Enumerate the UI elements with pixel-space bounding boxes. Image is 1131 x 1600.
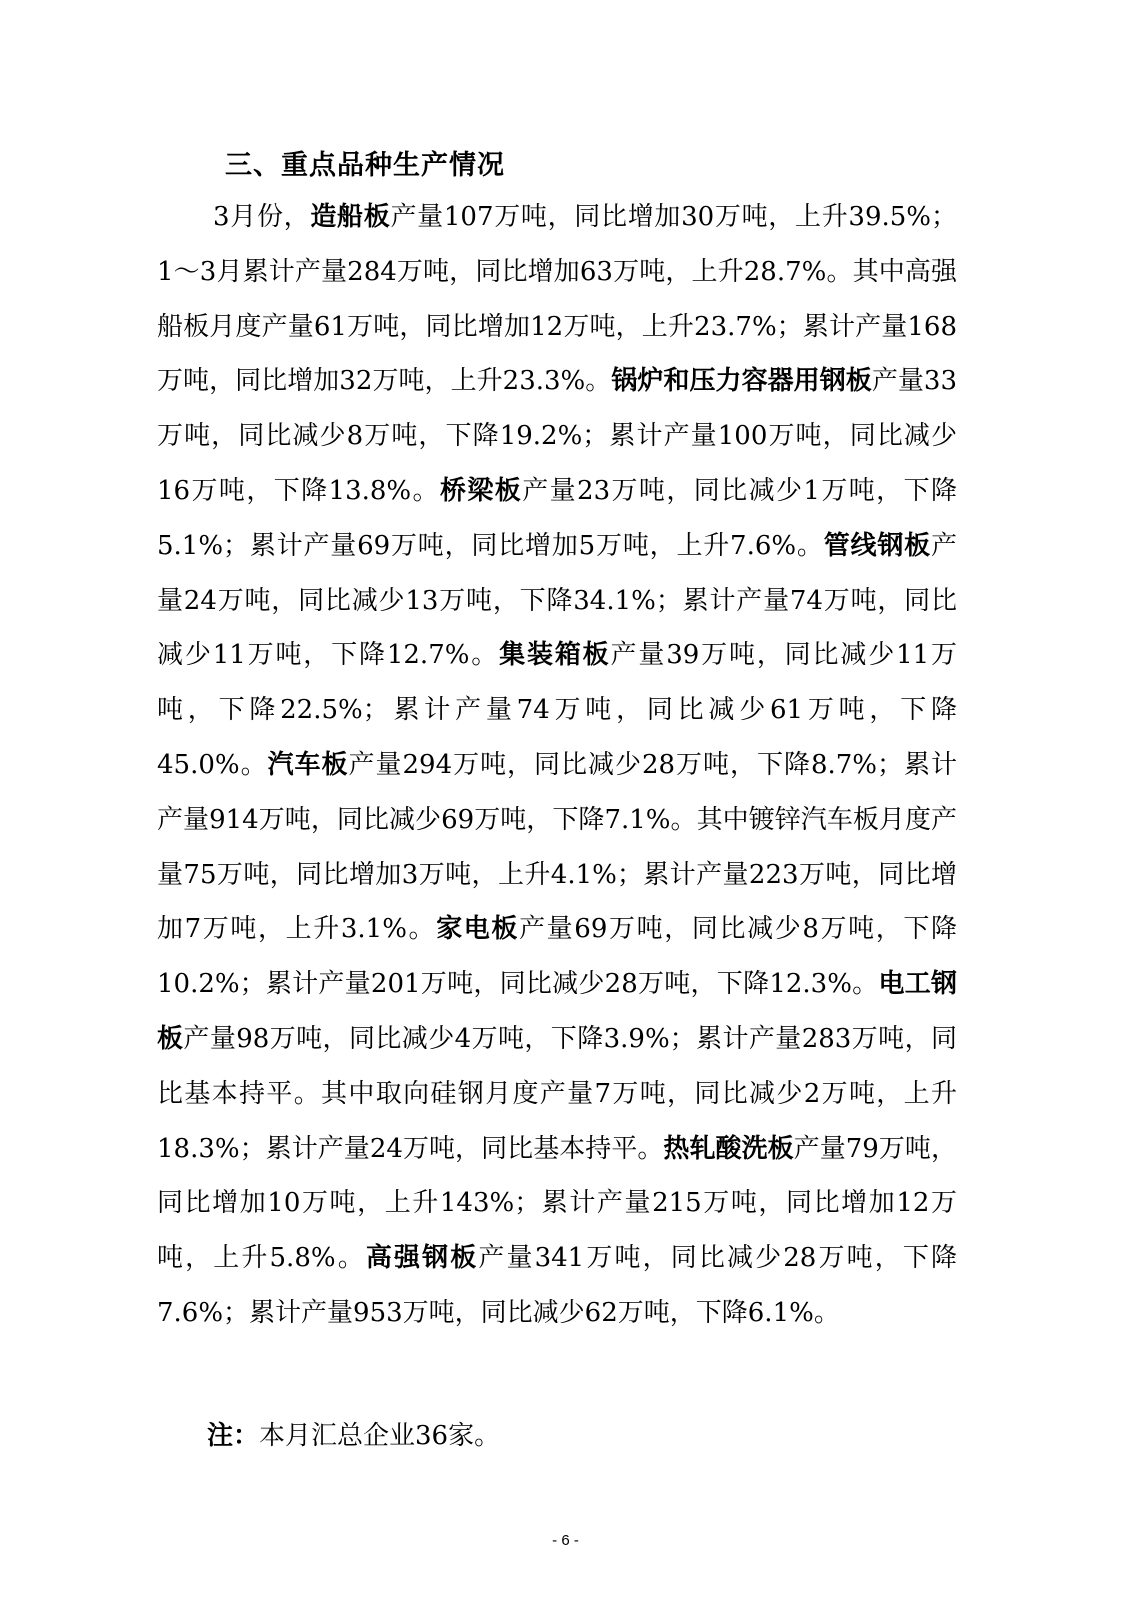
product-bridge-plate: 桥梁板: [439, 475, 523, 506]
text-segment: 产量79万吨，同比增加10万吨，上升143%；累计产量215万吨，同比增加12万吨，上升5.8%。: [157, 1133, 957, 1274]
product-pipeline-plate: 管线钢板: [823, 530, 931, 561]
text-segment: 产量98万吨，同比减少4万吨，下降3.9%；累计产量283万吨，同比基本持平。其中取向硅钢月度产量7万吨，同比减少2万吨，上升18.3%；累计产量24万吨，同比基本持平。: [157, 1023, 957, 1164]
text-segment: 3月份，: [213, 202, 311, 232]
product-boiler-vessel-plate: 锅炉和压力容器用钢板: [611, 366, 872, 397]
section-heading: 三、重点品种生产情况: [225, 150, 505, 181]
text-segment: 产量107万吨，同比增加30万吨，上升39.5%；1～3月累计产量284万吨，同比增加63万吨，上升28.7%。其中高强船板月度产量61万吨，同比增加12万吨，上升23.7%；累计产量168万吨，同比增加32万吨，上升23.3%。: [157, 202, 957, 397]
text-segment: 产量39万吨，同比减少11万吨，下降22.5%；累计产量74万吨，同比减少61万吨，下降45.0%。: [157, 640, 957, 780]
note-label: 注：: [207, 1421, 260, 1451]
product-electrical-steel: 电工钢板: [157, 969, 957, 1054]
product-pickled-plate: 热轧酸洗板: [663, 1133, 794, 1164]
page-number: - 6 -: [552, 1532, 579, 1549]
text-segment: 产量294万吨，同比减少28万吨，下降8.7%；累计产量914万吨，同比减少69万吨，下降7.1%。其中镀锌汽车板月度产量75万吨，同比增加3万吨，上升4.1%；累计产量223万吨，同比增加7万吨，上升3.1%。: [157, 749, 957, 945]
note-text: 本月汇总企业36家。: [259, 1421, 501, 1451]
product-high-strength-plate: 高强钢板: [365, 1243, 479, 1274]
product-appliance-plate: 家电板: [436, 914, 520, 945]
text-segment: 产量33万吨，同比减少8万吨，下降19.2%；累计产量100万吨，同比减少16万吨，下降13.8%。: [157, 366, 957, 506]
text-segment: 产量341万吨，同比减少28万吨，下降7.6%；累计产量953万吨，同比减少62万吨，下降6.1%。: [157, 1243, 957, 1328]
product-shipbuilding-plate: 造船板: [310, 202, 391, 232]
text-segment: 产量24万吨，同比减少13万吨，下降34.1%；累计产量74万吨，同比减少11万吨，下降12.7%。: [157, 530, 957, 671]
product-container-plate: 集装箱板: [499, 640, 611, 671]
text-segment: 产量69万吨，同比减少8万吨，下降10.2%；累计产量201万吨，同比减少28万吨，下降12.3%。: [157, 914, 957, 1000]
product-automotive-plate: 汽车板: [267, 749, 349, 780]
note: [207, 1415, 500, 1452]
production-paragraph: [157, 190, 957, 1341]
text-segment: 产量23万吨，同比减少1万吨，下降5.1%；累计产量69万吨，同比增加5万吨，上升7.6%。: [157, 475, 957, 561]
